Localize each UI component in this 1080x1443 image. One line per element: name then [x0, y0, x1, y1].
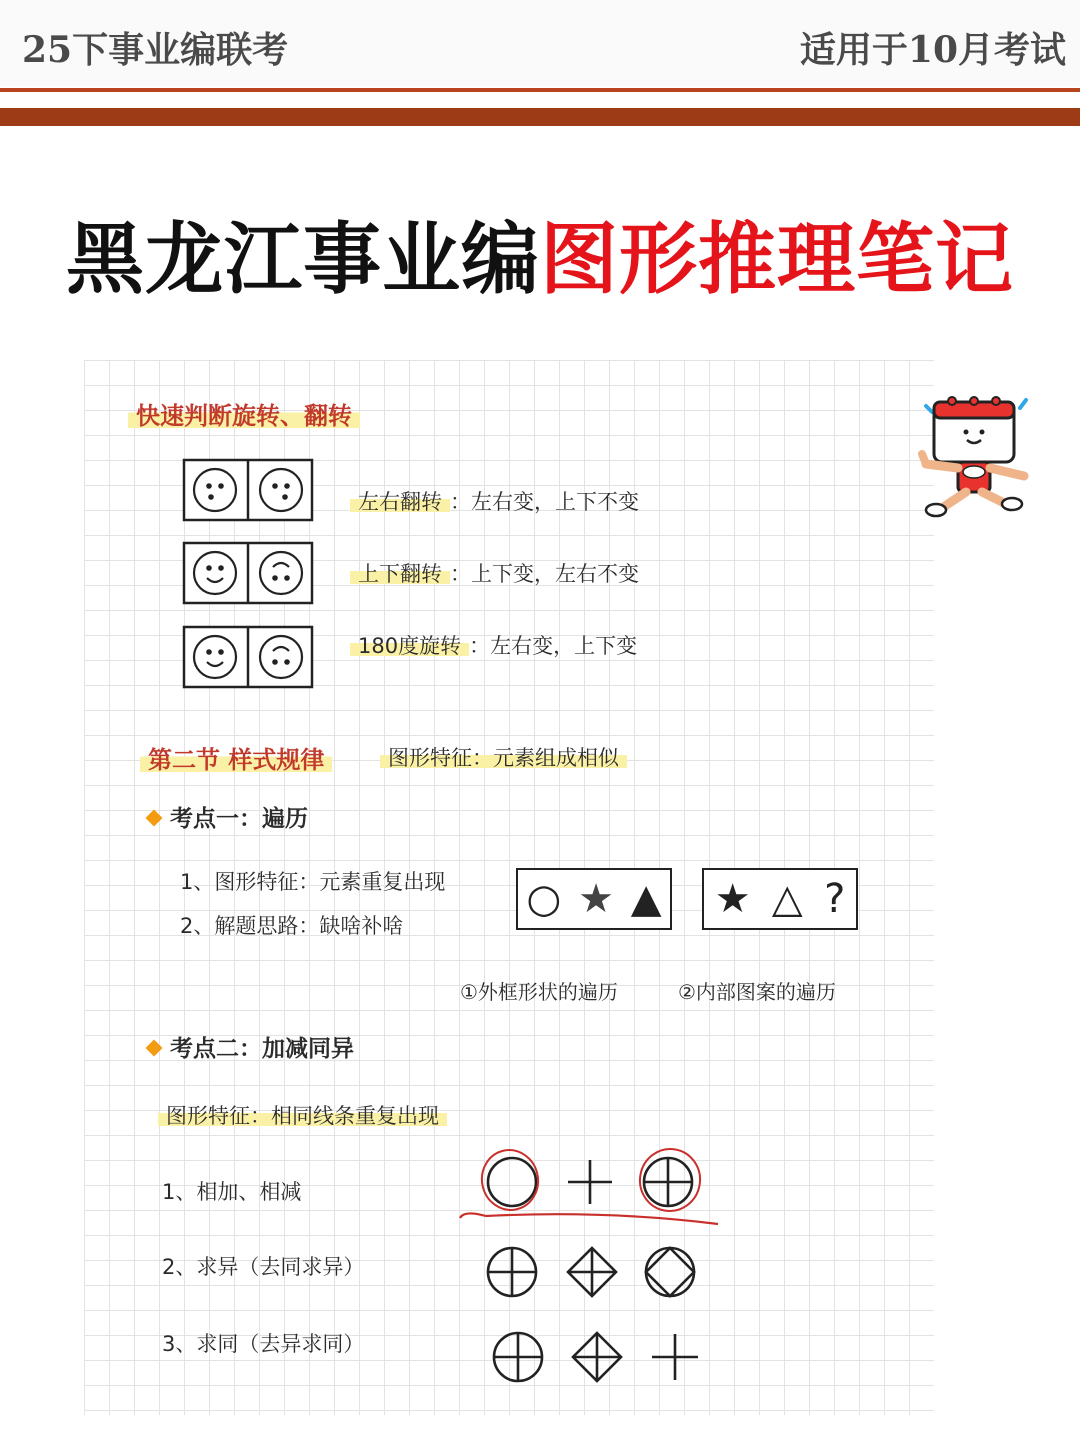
- top-banner: [0, 0, 1080, 86]
- header-right-text: 适用于10月考试: [799, 29, 1066, 71]
- header-rule-thick: [0, 108, 1080, 126]
- face-pair-updown-figure: [182, 541, 314, 605]
- section2-feature: 图形特征：元素组成相似: [380, 742, 627, 772]
- triangle-symbol: ▲: [630, 876, 662, 922]
- bullet-diamond-icon: [146, 1040, 163, 1057]
- star-symbol: ★: [578, 876, 614, 922]
- caption-inner-traverse: ②内部图案的遍历: [678, 980, 836, 1004]
- header-rule-thin: [0, 88, 1080, 92]
- page-title: [0, 214, 1080, 306]
- rule-rotate-180: 180度旋转 ：左右变，上下变: [350, 630, 637, 660]
- intersection-figure: [486, 1322, 716, 1392]
- add-subtract-figure: [456, 1140, 726, 1232]
- circle-symbol: ○: [526, 876, 562, 922]
- mascot-calendar-icon: [912, 392, 1040, 522]
- point2-label: 考点二：加减同异: [148, 1030, 354, 1063]
- point1-item-2: 2、解题思路：缺啥补啥: [180, 914, 404, 938]
- rule-updown-flip: 上下翻转 ：上下变，左右不变: [350, 558, 639, 588]
- question-symbol: ?: [824, 876, 846, 922]
- point2-item-same: 3、求同（去异求同）: [162, 1332, 365, 1356]
- point2-item-diff: 2、求异（去同求异）: [162, 1255, 365, 1279]
- star-symbol: ★: [714, 876, 751, 922]
- bullet-diamond-icon: [146, 810, 163, 827]
- title-red-part: 图形推理笔记: [540, 215, 1015, 305]
- caption-outer-traverse: ①外框形状的遍历: [460, 980, 618, 1004]
- header-left-text: 25下事业编联考: [22, 29, 289, 71]
- triangle-outline-symbol: △: [771, 876, 803, 922]
- point1-item-1: 1、图形特征：元素重复出现: [180, 870, 446, 894]
- title-black-part: 黑龙江事业编: [65, 215, 540, 305]
- face-pair-rotate180-figure: [182, 625, 314, 689]
- point2-item-add-sub: 1、相加、相减: [162, 1180, 302, 1204]
- traverse-box-outer: [516, 868, 672, 930]
- point1-label: 考点一：遍历: [148, 800, 308, 833]
- section2-heading: 第二节 样式规律: [140, 740, 332, 775]
- difference-figure: [480, 1238, 710, 1308]
- face-pair-leftright-figure: [182, 458, 314, 522]
- section1-heading: 快速判断旋转、翻转: [128, 396, 360, 431]
- point2-feature: 图形特征：相同线条重复出现: [158, 1100, 447, 1130]
- rule-leftright-flip: 左右翻转 ：左右变，上下不变: [350, 486, 639, 516]
- traverse-box-inner: [702, 868, 858, 930]
